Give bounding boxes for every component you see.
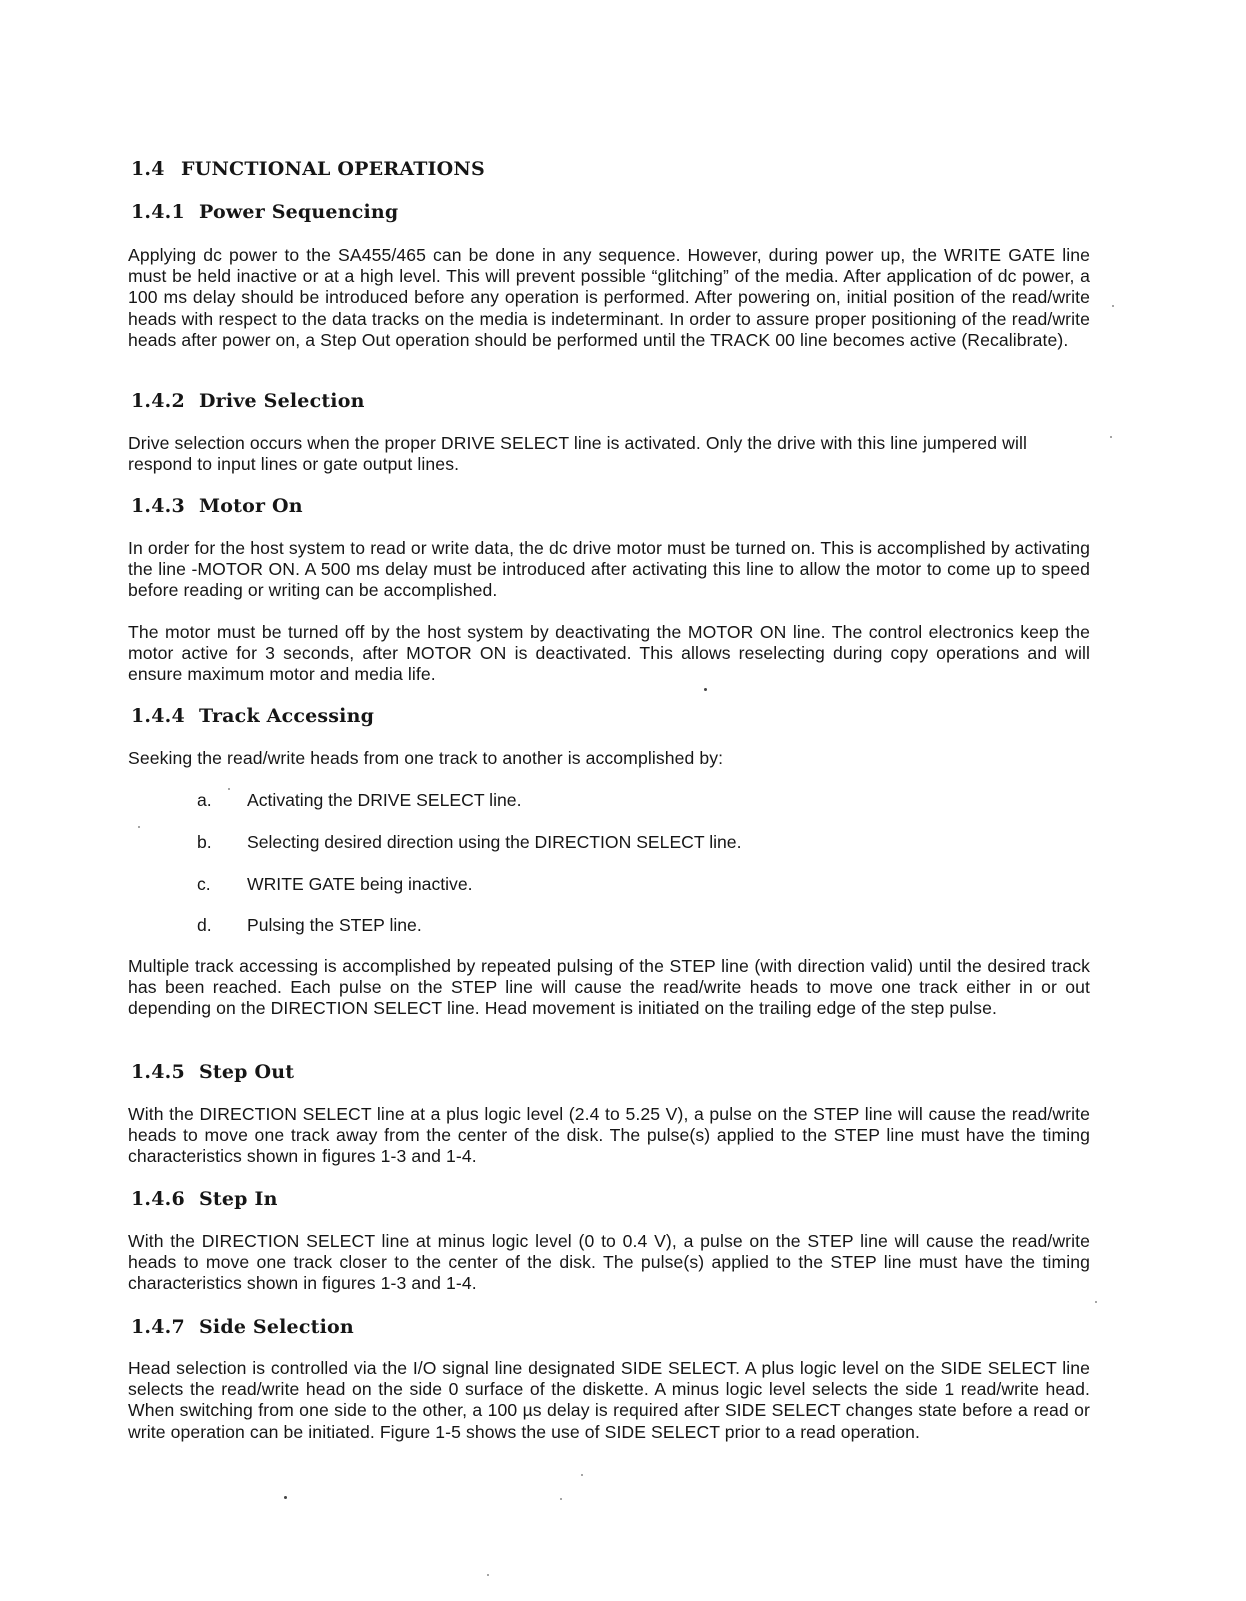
list-item bbox=[197, 915, 422, 936]
section-title: Step In bbox=[199, 1188, 278, 1210]
section-number: 1.4.3 bbox=[131, 495, 185, 517]
scan-speck bbox=[284, 1496, 287, 1499]
list-item-text: Activating the DRIVE SELECT line. bbox=[247, 790, 522, 810]
section-title: FUNCTIONAL OPERATIONS bbox=[181, 158, 485, 180]
step-out-paragraph: With the DIRECTION SELECT line at a plus logic level (2.4 to 5.25 V), a pulse on the STEP line will cause the read/write heads to move one track away from the center of the disk. The pulse(s) applied to the STEP line must have the timing characteristics shown in figures 1-3 and 1-4. bbox=[128, 1104, 1090, 1167]
section-heading-1-4 bbox=[131, 158, 485, 180]
scan-speck bbox=[581, 1474, 583, 1476]
list-item-text: WRITE GATE being inactive. bbox=[247, 874, 473, 894]
step-in-paragraph: With the DIRECTION SELECT line at minus logic level (0 to 0.4 V), a pulse on the STEP line will cause the read/write heads to move one track closer to the center of the disk. The pulse(s) applied to the STEP line must have the timing characteristics shown in figures 1-3 and 1-4. bbox=[128, 1231, 1090, 1294]
motor-on-paragraph-2: The motor must be turned off by the host system by deactivating the MOTOR ON line. The control electronics keep the motor active for 3 seconds, after MOTOR ON is deactivated. This allows reselecting during copy operations and will ensure maximum motor and media life. bbox=[128, 622, 1090, 685]
section-title: Step Out bbox=[199, 1061, 295, 1083]
track-accessing-paragraph: Multiple track accessing is accomplished by repeated pulsing of the STEP line (with direction valid) until the desired track has been reached. Each pulse on the STEP line will cause the read/write heads to move one track either in or out depending on the DIRECTION SELECT line. Head movement is initiated on the trailing edge of the step pulse. bbox=[128, 956, 1090, 1019]
scan-speck bbox=[704, 688, 707, 691]
section-heading-1-4-4 bbox=[131, 705, 374, 727]
section-number: 1.4 bbox=[131, 158, 165, 180]
section-number: 1.4.7 bbox=[131, 1316, 185, 1338]
scan-speck bbox=[228, 788, 230, 790]
scan-speck bbox=[560, 1498, 562, 1500]
list-item-text: Selecting desired direction using the DIRECTION SELECT line. bbox=[247, 832, 742, 852]
scan-speck bbox=[1112, 305, 1114, 307]
section-number: 1.4.2 bbox=[131, 390, 185, 412]
scan-speck bbox=[1095, 1301, 1097, 1303]
section-title: Track Accessing bbox=[199, 705, 375, 727]
scan-speck bbox=[1110, 436, 1112, 438]
track-accessing-intro: Seeking the read/write heads from one track to another is accomplished by: bbox=[128, 748, 724, 768]
section-number: 1.4.5 bbox=[131, 1061, 185, 1083]
section-heading-1-4-2 bbox=[131, 390, 365, 412]
section-title: Drive Selection bbox=[199, 390, 365, 412]
list-item-letter: a. bbox=[197, 790, 212, 810]
section-heading-1-4-6 bbox=[131, 1188, 278, 1210]
list-item-letter: c. bbox=[197, 874, 211, 894]
motor-on-paragraph-1: In order for the host system to read or write data, the dc drive motor must be turned on. This is accomplished by activating the line -MOTOR ON. A 500 ms delay must be introduced after activating this line to allow the motor to come up to speed before reading or writing can be accomplished. bbox=[128, 538, 1090, 601]
section-number: 1.4.6 bbox=[131, 1188, 185, 1210]
list-item-letter: b. bbox=[197, 832, 212, 852]
section-heading-1-4-1 bbox=[131, 201, 398, 223]
section-title: Side Selection bbox=[199, 1316, 354, 1338]
side-selection-paragraph: Head selection is controlled via the I/O signal line designated SIDE SELECT. A plus logic level on the SIDE SELECT line selects the read/write head on the side 0 surface of the diskette. A minus logic level selects the side 1 read/write head. When switching from one side to the other, a 100 µs delay is required after SIDE SELECT changes state before a read or write operation can be initiated. Figure 1-5 shows the use of SIDE SELECT prior to a read operation. bbox=[128, 1358, 1090, 1442]
scan-speck bbox=[138, 826, 140, 828]
scan-speck bbox=[487, 1574, 489, 1576]
section-number: 1.4.1 bbox=[131, 201, 185, 223]
power-sequencing-paragraph: Applying dc power to the SA455/465 can be done in any sequence. However, during power up, the WRITE GATE line must be held inactive or at a high level. This will prevent possible “glitching” of the media. After application of dc power, a 100 ms delay should be introduced before any operation is performed. After powering on, initial position of the read/write heads with respect to the data tracks on the media is indeterminant. In order to assure proper positioning of the read/write heads after power on, a Step Out operation should be performed until the TRACK 00 line becomes active (Recalibrate). bbox=[128, 245, 1090, 350]
drive-selection-paragraph: Drive selection occurs when the proper DRIVE SELECT line is activated. Only the drive with this line jumpered will respond to input lines or gate output lines. bbox=[128, 433, 1027, 475]
section-number: 1.4.4 bbox=[131, 705, 185, 727]
list-item-text: Pulsing the STEP line. bbox=[247, 915, 422, 935]
section-title: Motor On bbox=[199, 495, 303, 517]
list-item bbox=[197, 790, 521, 811]
section-heading-1-4-3 bbox=[131, 495, 303, 517]
section-title: Power Sequencing bbox=[199, 201, 399, 223]
list-item bbox=[197, 874, 473, 895]
list-item bbox=[197, 832, 741, 853]
section-heading-1-4-7 bbox=[131, 1316, 354, 1338]
section-heading-1-4-5 bbox=[131, 1061, 294, 1083]
list-item-letter: d. bbox=[197, 915, 212, 935]
